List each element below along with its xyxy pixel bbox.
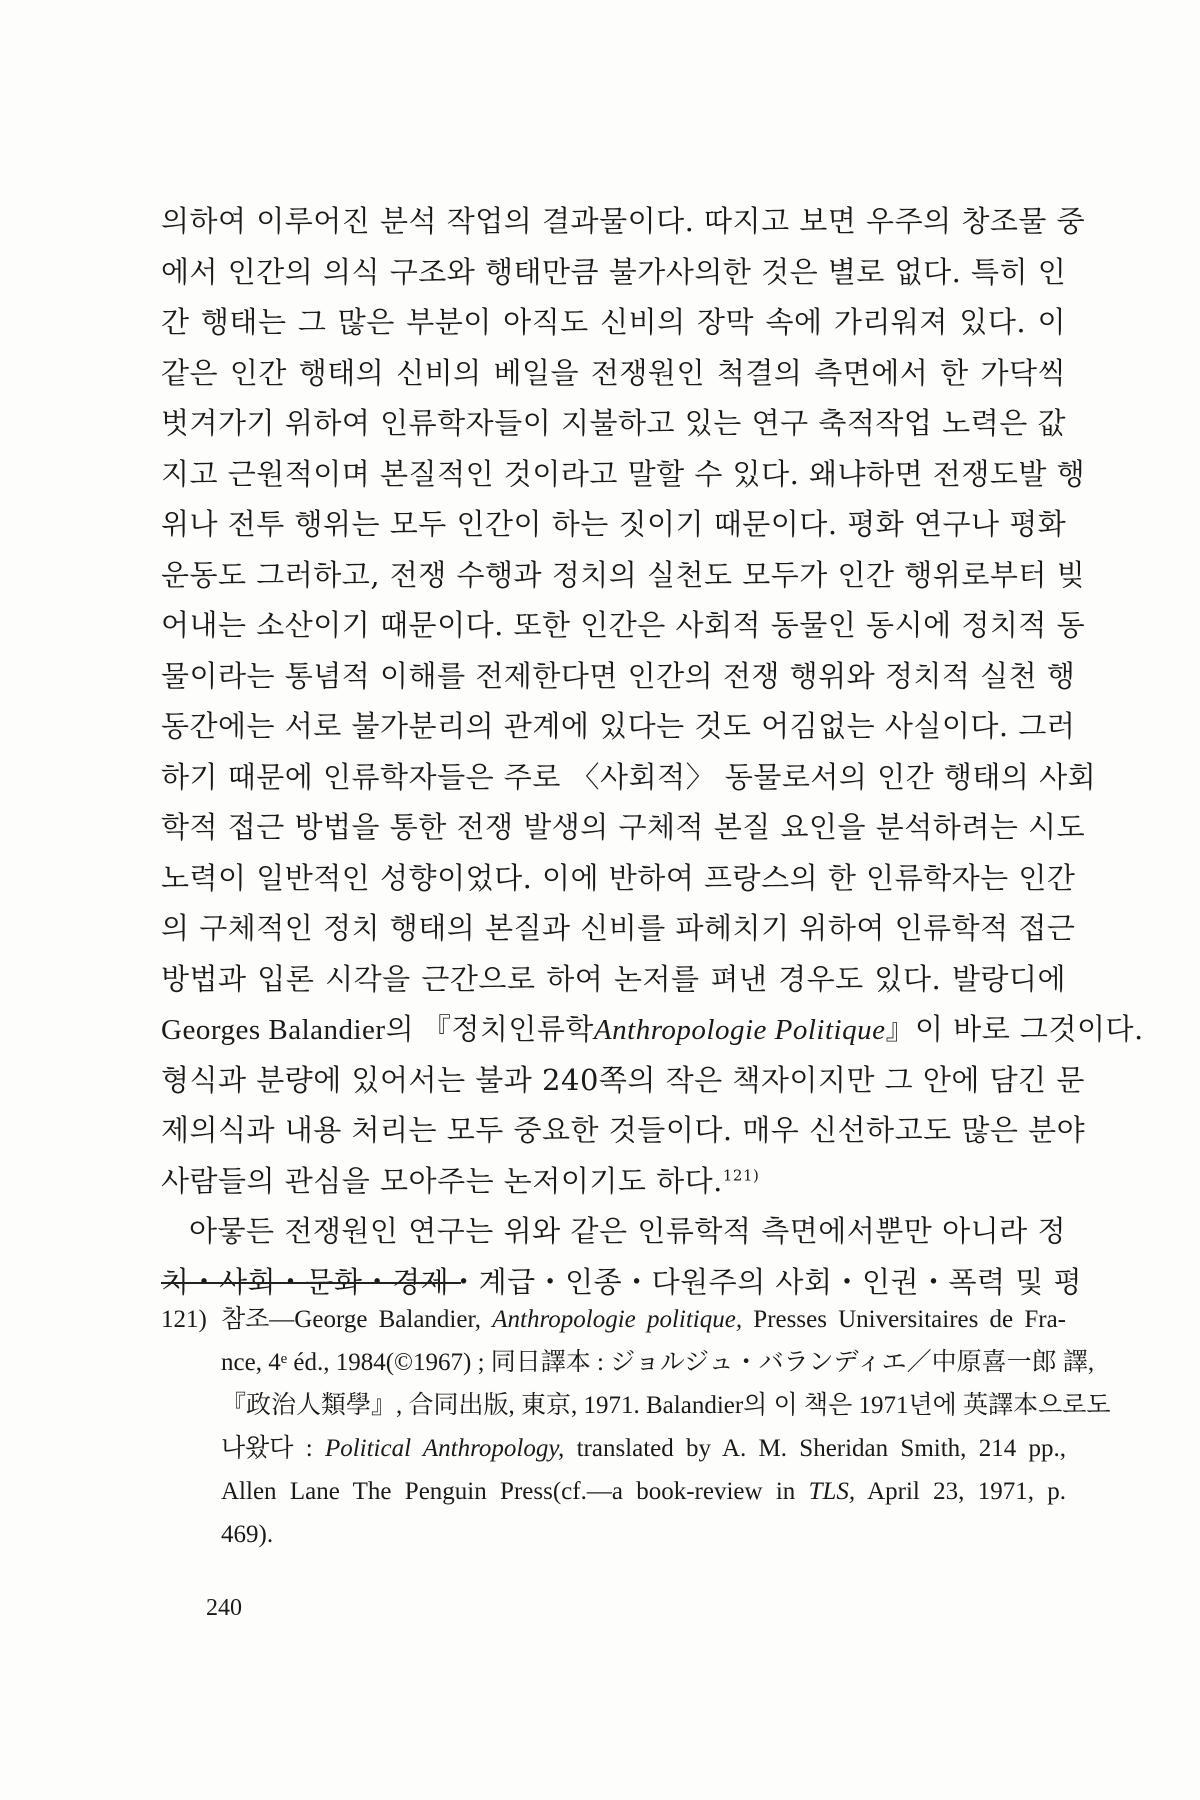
text-line: 제의식과 내용 처리는 모두 중요한 것들이다. 매우 신선하고도 많은 분야 [161,1113,1086,1147]
footnote-line: 『政治人類學』, 合同出版, 東京, 1971. Balandier의 이 책은 1971년에 英譯本으로도 [221,1392,1111,1419]
text-line: 지고 근원적이며 본질적인 것이라고 말할 수 있다. 왜냐하면 전쟁도발 행 [161,456,1086,491]
text-line: 물이라는 통념적 이해를 전제한다면 인간의 전쟁 행위와 정치적 실천 행 [161,658,1076,693]
footnote-reference: 121) [722,1165,760,1184]
text-line: 위나 전투 행위는 모두 인간이 하는 짓이기 때문이다. 평화 연구나 평화 [161,507,1067,541]
text-line: 간 행태는 그 많은 부분이 아직도 신비의 장막 속에 가리워져 있다. 이 [161,305,1066,339]
text-line: 노력이 일반적인 성향이었다. 이에 반하여 프랑스의 한 인류학자는 인간 [161,860,1076,895]
text-line-paragraph-start: 아뭏든 전쟁원인 연구는 위와 같은 인류학적 측면에서뿐만 아니라 정 [189,1214,1066,1248]
text-line: 어내는 소산이기 때문이다. 또한 인간은 사회적 동물인 동시에 정치적 동 [161,608,1086,642]
footnote-divider [161,1282,461,1284]
footnote-line: nce, 4ᵉ éd., 1984(©1967) ; 同日譯本 : ジョルジュ・バランディエ／中原喜一郎 譯, [221,1349,1095,1376]
footnote-line: 469). [221,1521,274,1548]
book-citation-post: 』이 바로 그것이다. [885,1012,1144,1046]
footnote-title-italic: Anthropologie politique, [492,1306,743,1333]
text-line-book-title [161,1004,1144,1055]
footnote-number: 121) [161,1306,207,1333]
text-line: 같은 인간 행태의 신비의 베일을 전쟁원인 척결의 측면에서 한 가닥씩 [161,355,1066,390]
footnote-title-italic: TLS, [808,1478,856,1505]
book-citation-pre: Georges Balandier의 『정치인류학 [161,1014,594,1046]
book-title-italic: Anthropologie Politique [593,1014,886,1046]
text-line: 방법과 입론 시각을 근간으로 하여 논저를 펴낸 경우도 있다. 발랑디에 [161,961,1066,996]
footnote-line [161,1298,1066,1341]
footnote-text: 참조—George Balandier, [221,1306,493,1333]
body-text [161,196,1144,1307]
text-line: 의하여 이루어진 분석 작업의 결과물이다. 따지고 보면 우주의 창조물 중 [161,204,1086,238]
text-line: 동간에는 서로 불가분리의 관계에 있다는 것도 어김없는 사실이다. 그러 [161,709,1076,743]
paragraph-end-text: 사람들의 관심을 모아주는 논저이기도 하다. [161,1163,723,1198]
footnote-text: Allen Lane The Penguin Press(cf.—a book-review in [221,1478,809,1505]
text-line: 학적 접근 방법을 통한 전쟁 발생의 구체적 본질 요인을 분석하려는 시도 [161,810,1086,844]
text-line: 형식과 분량에 있어서는 불과 240쪽의 작은 책자이지만 그 안에 담긴 문 [161,1062,1085,1097]
footnote-text: Presses Universitaires de Fra- [742,1306,1067,1333]
footnote-text: 나왔다 : [221,1435,325,1462]
page-number: 240 [206,1595,242,1621]
text-line: 에서 인간의 의식 구조와 행태만큼 불가사의한 것은 별로 없다. 특히 인 [161,254,1067,289]
text-line: 운동도 그러하고, 전쟁 수행과 정치의 실천도 모두가 인간 행위로부터 빚 [161,557,1086,592]
footnote-line [161,1470,1066,1513]
footnote-text: April 23, 1971, p. [855,1478,1066,1505]
footnote-line [161,1427,1066,1470]
footnote-title-italic: Political Anthropology, [324,1435,565,1462]
text-line-paragraph-end [161,1156,1066,1207]
text-line: 벗겨가기 위하여 인류학자들이 지불하고 있는 연구 축적작업 노력은 값 [161,406,1066,440]
text-line: 하기 때문에 인류학자들은 주로 〈사회적〉 동물로서의 인간 행태의 사회 [161,759,1097,794]
text-line: 치・사회・문화・경제・계급・인종・다원주의 사회・인권・폭력 및 평 [161,1264,1082,1299]
footnote-text: translated by A. M. Sheridan Smith, 214 pp., [564,1435,1066,1462]
footnote-121 [161,1298,1111,1556]
text-line: 의 구체적인 정치 행태의 본질과 신비를 파헤치기 위하여 인류학적 접근 [161,911,1076,945]
